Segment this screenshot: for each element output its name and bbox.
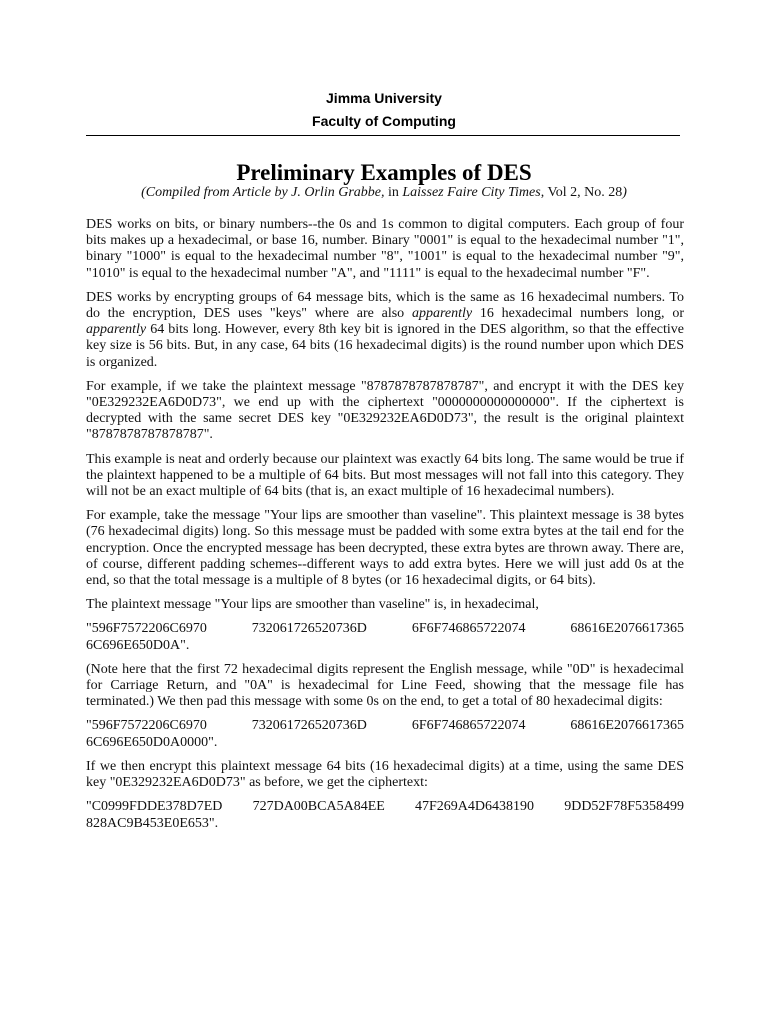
paragraph-encrypt-ciphertext: If we then encrypt this plaintext message 64 bits (16 hexadecimal digits) at a time, using the same DES key "0E329232EA6D0D73" as before, we get the ciphertext: [86, 758, 684, 791]
subtitle-close: ) [622, 185, 627, 200]
hex-chunk: 727DA00BCA5A84EE [252, 799, 385, 815]
hex-block-plaintext [86, 621, 684, 653]
hex-chunk: 68616E2076617365 [570, 718, 684, 734]
paragraph-text: 16 hexadecimal numbers long, or [472, 306, 684, 322]
hex-block-ciphertext [86, 799, 684, 831]
hex-tail: 828AC9B453E0E653". [86, 815, 219, 831]
header-divider [86, 135, 680, 136]
hex-chunk: "596F7572206C6970 [86, 718, 207, 734]
hex-chunk: 732061726520736D [251, 718, 367, 734]
paragraph-text: 64 bits long. However, every 8th key bit is ignored in the DES algorithm, so that the effective key size is 56 bits. But, in any case, 64 bits (16 hexadecimal digits) is the round number upon which DES is organized. [86, 322, 684, 370]
subtitle-compiled-from: (Compiled from Article by J. Orlin Grabbe, [141, 185, 385, 200]
hex-tail: 6C696E650D0A". [86, 637, 190, 653]
hex-chunk: 68616E2076617365 [570, 621, 684, 637]
hex-row [86, 718, 684, 734]
document-header [0, 88, 768, 131]
hex-chunk: 732061726520736D [251, 621, 367, 637]
subtitle-publication: Laissez Faire City Times [402, 185, 541, 200]
hex-chunk: 9DD52F78F5358499 [564, 799, 684, 815]
faculty-name: Faculty of Computing [312, 113, 456, 129]
emphasis-text: apparently [86, 322, 147, 338]
paragraph-note-crlf: (Note here that the first 72 hexadecimal digits represent the English message, while "0D" is hexadecimal for Carriage Return, and "0A" is hexadecimal for Line Feed, showing that the message file has terminated.) We then pad this message with some 0s on the end, to get a total of 80 hexadecimal digits: [86, 661, 684, 710]
paragraph-text: DES works by encrypting groups of 64 message bits, which is the same as 16 hexadecimal numbers. To do the encryption, DES uses "keys" where are also [86, 289, 684, 322]
subtitle-in: in [384, 185, 403, 200]
paragraph-hex-intro: The plaintext message "Your lips are smoother than vaseline" is, in hexadecimal, [86, 597, 539, 613]
subtitle-issue: , Vol 2, No. 28 [540, 185, 623, 200]
document-subtitle [0, 184, 768, 202]
hex-tail: 6C696E650D0A0000". [86, 734, 218, 750]
paragraph-des-keys [86, 290, 684, 371]
document-title: Preliminary Examples of DES [236, 160, 532, 185]
paragraph-multiple-of-64: This example is neat and orderly because our plaintext was exactly 64 bits long. The same would be true if the plaintext happened to be a multiple of 64 bits. But most messages will not fall into this category. They will not be an exact multiple of 64 bits (that is, an exact multiple of 16 hexadecimal numbers). [86, 451, 684, 500]
hex-chunk: 47F269A4D6438190 [415, 799, 535, 815]
paragraph-binary-intro: DES works on bits, or binary numbers--the 0s and 1s common to digital computers. Each group of four bits makes up a hexadecimal, or base 16, number. Binary "0001" is equal to the hexadecimal number "1", binary "1000" is equal to the hexadecimal number "8", "1001" is equal to the hexadecimal number "9", "1010" is equal to the hexadecimal number "A", and "1111" is equal to the hexadecimal number "F". [86, 217, 684, 281]
hex-chunk: 6F6F746865722074 [411, 621, 526, 637]
paragraph-padding: For example, take the message "Your lips are smoother than vaseline". This plaintext message is 38 bytes (76 hexadecimal digits) long. So this message must be padded with some extra bytes at the tail end for the encryption. Once the encrypted message has been decrypted, these extra bytes are thrown away. There are, of course, different padding schemes--different ways to add extra bytes. Here we will just add 0s at the end, so that the total message is a multiple of 8 bytes (or 16 hexadecimal digits, or 64 bits). [86, 508, 684, 589]
hex-chunk: 6F6F746865722074 [411, 718, 526, 734]
hex-row [86, 621, 684, 637]
emphasis-text: apparently [411, 306, 473, 322]
paragraph-example-encryption: For example, if we take the plaintext message "8787878787878787", and encrypt it with the DES key "0E329232EA6D0D73", we end up with the ciphertext "0000000000000000". If the ciphertext is decrypted with the same secret DES key "0E329232EA6D0D73", the result is the original plaintext "8787878787878787". [86, 378, 684, 443]
hex-chunk: "C0999FDDE378D7ED [86, 799, 223, 815]
document-body [86, 217, 684, 840]
hex-row [86, 799, 684, 815]
university-name: Jimma University [326, 90, 442, 106]
hex-chunk: "596F7572206C6970 [86, 621, 207, 637]
hex-block-padded [86, 718, 684, 750]
